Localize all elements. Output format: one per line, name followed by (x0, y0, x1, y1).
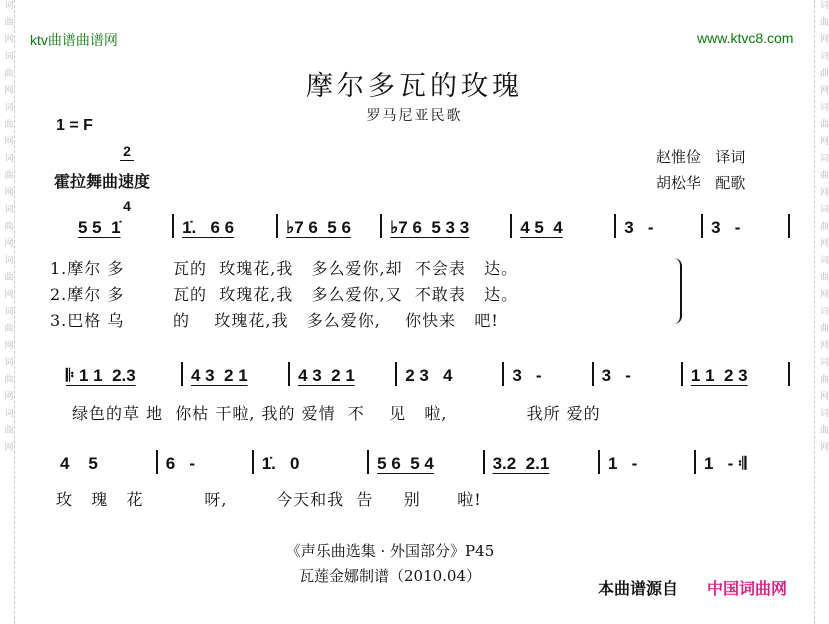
lyrics-line-3: 玫 瑰 花 呀, 今天和我 告 别 啦! (56, 490, 482, 509)
measure: 4 3 2 1 (190, 366, 248, 385)
watermark-text: 词曲网 (2, 306, 13, 357)
measure: 4 5 (60, 454, 98, 473)
measure: ♭7 6 5 3 3 (390, 218, 470, 237)
watermark-text: 词曲网 (2, 408, 13, 459)
watermark-text: 词曲网 (818, 153, 828, 204)
measure: 6 - (165, 454, 196, 473)
source-site-link[interactable]: 中国词曲网 (707, 581, 788, 598)
lyrics-verse-1: 1.摩尔 多 瓦的 玫瑰花,我 多么爱你,却 不会表 达。 (50, 259, 519, 278)
watermark-text: 词曲网 (818, 102, 828, 153)
tempo-marking: 霍拉舞曲速度 (54, 174, 151, 191)
bar-line (788, 214, 790, 238)
measure: 3 - (601, 366, 631, 385)
lyrics-verse-2: 2.摩尔 多 瓦的 玫瑰花,我 多么爱你,又 不敢表 达。 (50, 285, 519, 304)
source-label: 本曲谱源自 (598, 581, 679, 598)
measure: 1̇. 6 6 (182, 218, 235, 237)
site-name: ktv曲谱曲谱网 (30, 32, 118, 48)
bar-line (788, 362, 790, 386)
credit-name: 赵惟俭 (656, 148, 702, 166)
score-line-1 (70, 214, 790, 238)
watermark-text: 词曲网 (2, 0, 13, 51)
watermark-text: 词曲网 (818, 0, 828, 51)
measure: ♭7 6 5 6 (286, 218, 351, 237)
watermark-text: 词曲网 (818, 204, 828, 255)
watermark-text: 词曲网 (2, 102, 13, 153)
credit-lyrics (656, 146, 745, 167)
measure: 3 - (512, 366, 542, 385)
typeset-by: 瓦莲金娜制谱（2010.04） (298, 567, 482, 585)
lyrics-verse-3: 3.巴格 乌 的 玫瑰花,我 多么爱你, 你快来 吧! (50, 311, 499, 330)
watermark-text: 词曲网 (818, 357, 828, 408)
site-url[interactable]: www.ktvc8.com (697, 30, 794, 46)
credit-role: 配歌 (715, 174, 746, 192)
measure: 𝄆 1 1 2.3 (66, 366, 136, 385)
time-sig-bottom: 4 (123, 198, 131, 214)
score-line-3 (52, 450, 790, 474)
credit-arrangement (656, 172, 745, 193)
measure: 5 6 5 4 (377, 454, 434, 473)
measure: 1 - 𝄇 (704, 454, 747, 473)
measure: 3 - (624, 218, 654, 237)
measure: 4 3 2 1 (298, 366, 355, 385)
measure: 3 - (711, 218, 741, 237)
measure: 1̇. 0 (261, 454, 300, 473)
watermark-text: 词曲网 (2, 51, 13, 102)
watermark-text: 词曲网 (2, 153, 13, 204)
lyrics-line-2: 绿色的草 地 你枯 干啦, 我的 爱情 不 见 啦, 我所 爱的 (72, 404, 601, 423)
measure: 1 - (608, 454, 638, 473)
time-sig-top: 2 (120, 142, 134, 161)
verse-brace (672, 258, 682, 324)
watermark-text: 词曲网 (2, 204, 13, 255)
watermark-text: 词曲网 (2, 255, 13, 306)
measure: 3.2 2.1 (492, 454, 550, 473)
watermark-text: 词曲网 (818, 255, 828, 306)
watermark-text: 词曲网 (818, 51, 828, 102)
credit-name: 胡松华 (656, 174, 702, 192)
song-title: 摩尔多瓦的玫瑰 (306, 71, 523, 102)
song-subtitle: 罗马尼亚民歌 (366, 108, 463, 124)
watermark-text: 词曲网 (818, 306, 828, 357)
watermark-text: 词曲网 (2, 357, 13, 408)
score-line-2 (58, 362, 790, 386)
source-book: 《声乐曲选集 · 外国部分》P45 (285, 542, 495, 560)
measure: 2 3 4 (405, 366, 453, 385)
measure: 1 1 2 3 (690, 366, 748, 385)
credit-role: 译词 (715, 148, 746, 166)
key-signature: 1 = F (56, 117, 93, 134)
measure: 5 5 1̇ (78, 218, 121, 237)
watermark-text: 词曲网 (818, 408, 828, 459)
measure: 4 5 4 (520, 218, 563, 237)
